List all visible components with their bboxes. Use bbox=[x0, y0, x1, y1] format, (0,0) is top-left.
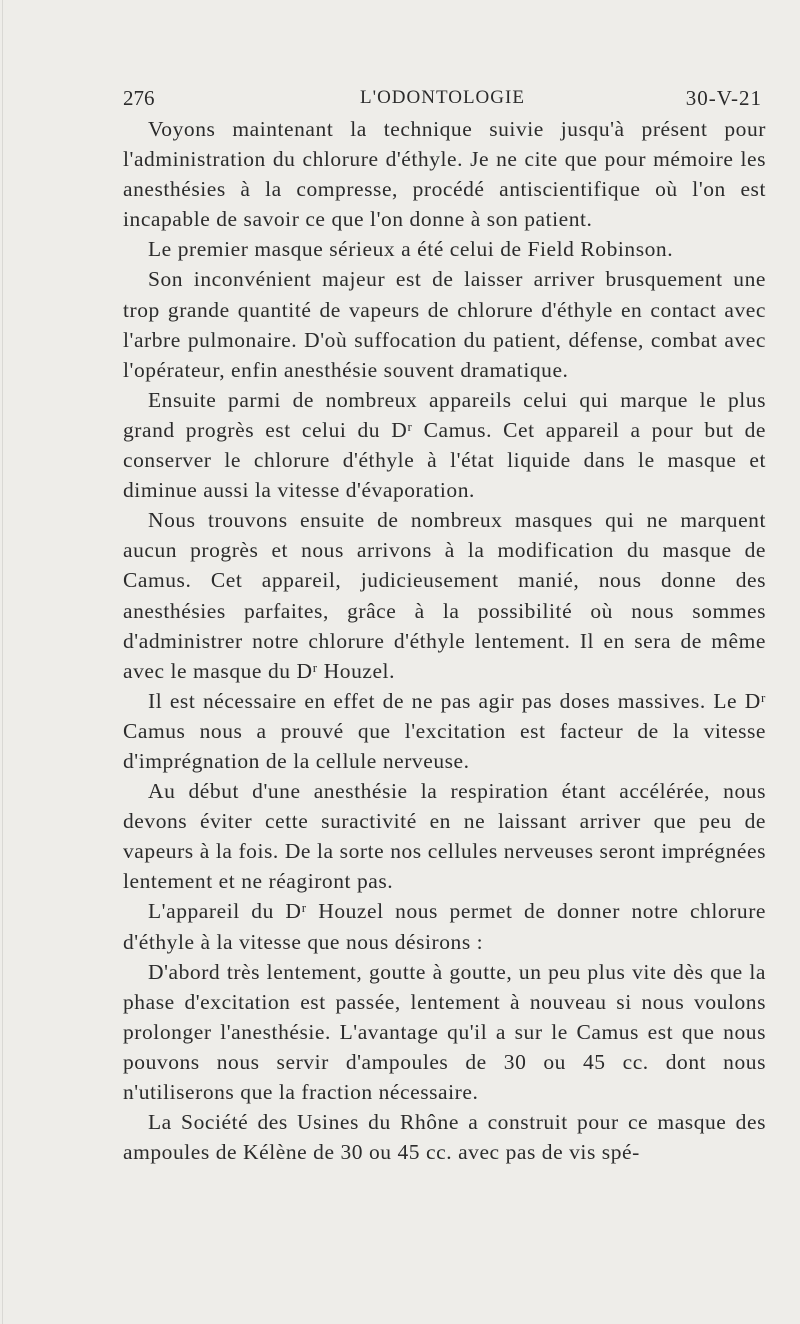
paragraph: Son inconvénient majeur est de laisser arriver brusquement une trop grande quantité de vapeurs de chlorure d'éthyle en contact avec l'arbre pulmonaire. D'où suffocation du patient, défense, combat avec l'opérateur, enfin anesthésie souvent dramatique. bbox=[123, 267, 766, 382]
scan-margin-left bbox=[2, 0, 3, 1324]
paragraph: La Société des Usines du Rhône a construit pour ce masque des ampoules de Kélène de 30 ou 45 cc. avec pas de vis spé- bbox=[123, 1110, 766, 1165]
paragraph: L'appareil du Dʳ Houzel nous permet de donner notre chlorure d'éthyle à la vitesse que nous désirons : bbox=[123, 899, 766, 954]
paragraph: Ensuite parmi de nombreux appareils celui qui marque le plus grand progrès est celui du Dʳ Camus. Cet appareil a pour but de conserver le chlorure d'éthyle à l'état liquide dans le masque et diminue aussi la vitesse d'évaporation. bbox=[123, 387, 766, 503]
paragraph: Nous trouvons ensuite de nombreux masques qui ne marquent aucun progrès et nous arrivons à la modification du masque de Camus. Cet appareil, judicieusement manié, nous donne des anesthésies parfaites, grâce à la possibilité où nous sommes d'administrer notre chlorure d'éthyle lentement. Il en sera de même avec le masque du Dʳ Houzel. bbox=[123, 508, 766, 683]
issue-date: 30-V-21 bbox=[685, 86, 762, 110]
page-body bbox=[123, 114, 766, 1167]
paragraph: Au début d'une anesthésie la respiration étant accélérée, nous devons éviter cette suractivité en ne laissant arriver que peu de vapeurs à la fois. De la sorte nos cellules nerveuses seront imprégnées lentement et ne réagiront pas. bbox=[123, 779, 766, 894]
paragraph: Voyons maintenant la technique suivie jusqu'à présent pour l'administration du chlorure d'éthyle. Je ne cite que pour mémoire les anesthésies à la compresse, procédé antiscientifique où l'on est incapable de savoir ce que l'on donne à son patient. bbox=[123, 117, 766, 232]
journal-title: L'ODONTOLOGIE bbox=[360, 87, 525, 108]
paragraph: Le premier masque sérieux a été celui de Field Robinson. bbox=[148, 237, 674, 262]
page-number: 276 bbox=[123, 86, 155, 110]
paragraph: Il est nécessaire en effet de ne pas agir pas doses massives. Le Dʳ Camus nous a prouvé que l'excitation est facteur de la vitesse d'imprégnation de la cellule nerveuse. bbox=[123, 688, 766, 773]
paragraph: D'abord très lentement, goutte à goutte, un peu plus vite dès que la phase d'excitation est passée, lentement à nouveau si nous voulons prolonger l'anesthésie. L'avantage qu'il a sur le Camus est que nous pouvons nous servir d'ampoules de 30 ou 45 cc. dont nous n'utiliserons que la fraction nécessaire. bbox=[123, 959, 766, 1104]
